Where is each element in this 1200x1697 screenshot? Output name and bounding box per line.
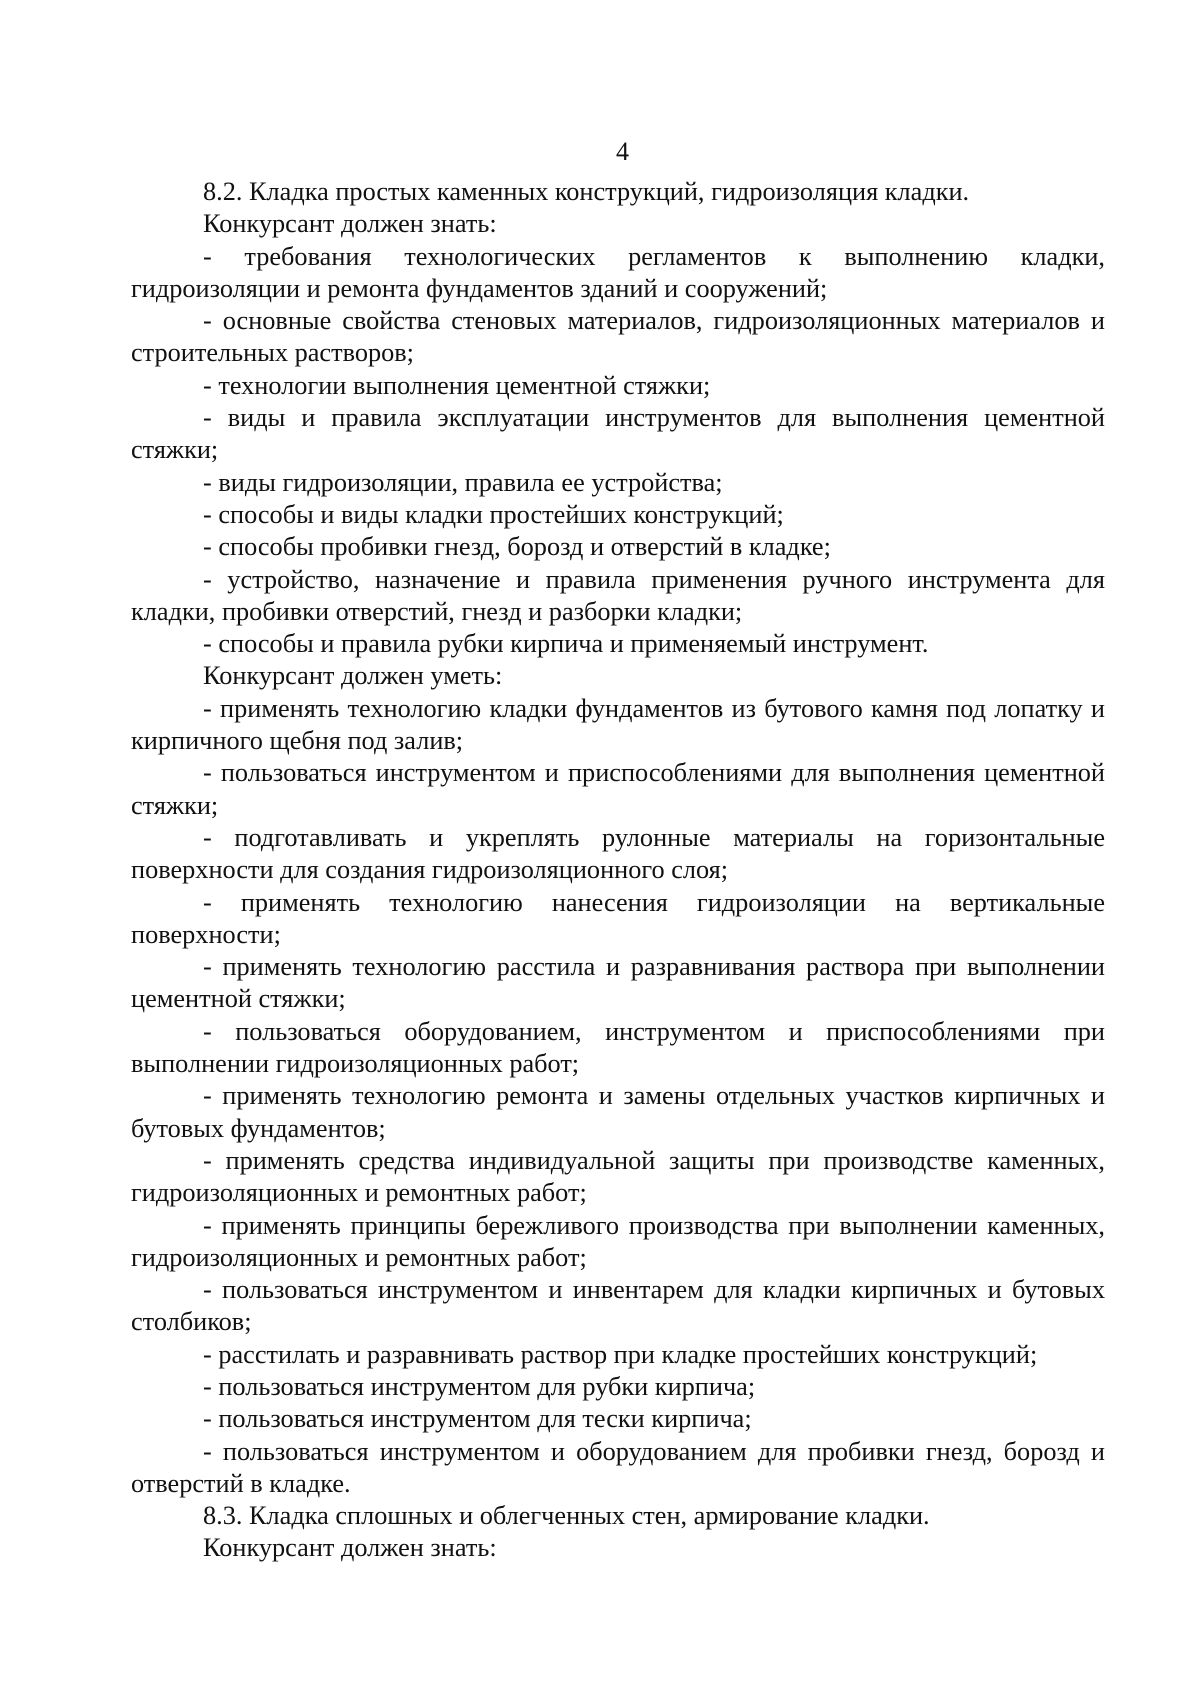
- paragraph: - пользоваться инструментом и оборудованием для пробивки гнезд, борозд и отверстий в кладке.: [131, 1436, 1105, 1498]
- page-number: 4: [616, 137, 629, 166]
- paragraph: - способы пробивки гнезд, борозд и отверстий в кладке;: [203, 532, 831, 562]
- paragraph: - виды и правила эксплуатации инструментов для выполнения цементной стяжки;: [131, 403, 1105, 465]
- paragraph: - устройство, назначение и правила применения ручного инструмента для кладки, пробивки отверстий, гнезд и разборки кладки;: [131, 564, 1105, 626]
- paragraph: - применять технологию кладки фундаментов из бутового камня под лопатку и кирпичного щебня под залив;: [131, 693, 1105, 756]
- paragraph: - основные свойства стеновых материалов, гидроизоляционных материалов и строительных растворов;: [131, 306, 1105, 368]
- paragraph: - технологии выполнения цементной стяжки;: [203, 370, 711, 400]
- paragraph: - подготавливать и укреплять рулонные материалы на горизонтальные поверхности для создания гидроизоляционного слоя;: [131, 822, 1105, 885]
- paragraph: - применять технологию ремонта и замены отдельных участков кирпичных и бутовых фундаментов;: [131, 1081, 1105, 1143]
- paragraph: - применять технологию нанесения гидроизоляции на вертикальные поверхности;: [131, 887, 1105, 949]
- paragraph: - расстилать и разравнивать раствор при кладке простейших конструкций;: [203, 1339, 1038, 1369]
- paragraph: - способы и виды кладки простейших конструкций;: [203, 499, 784, 529]
- paragraph: - пользоваться инструментом и инвентарем для кладки кирпичных и бутовых столбиков;: [131, 1275, 1105, 1337]
- paragraph: - пользоваться инструментом и приспособлениями для выполнения цементной стяжки;: [131, 758, 1105, 820]
- paragraph: Конкурсант должен уметь:: [203, 661, 503, 691]
- paragraph: 8.2. Кладка простых каменных конструкций, гидроизоляция кладки.: [203, 177, 970, 206]
- paragraph: - пользоваться инструментом для рубки кирпича;: [203, 1371, 756, 1401]
- document-body: [131, 176, 1105, 1565]
- paragraph: - применять технологию расстила и разравнивания раствора при выполнении цементной стяжки;: [131, 952, 1105, 1014]
- paragraph: - виды гидроизоляции, правила ее устройства;: [203, 467, 723, 497]
- paragraph: - пользоваться оборудованием, инструментом и приспособлениями при выполнении гидроизоляционных работ;: [131, 1016, 1105, 1079]
- paragraph: Конкурсант должен знать:: [203, 1533, 497, 1563]
- paragraph: - требования технологических регламентов к выполнению кладки, гидроизоляции и ремонта фундаментов зданий и сооружений;: [131, 241, 1105, 303]
- paragraph: 8.3. Кладка сплошных и облегченных стен, армирование кладки.: [203, 1501, 930, 1531]
- paragraph: - применять средства индивидуальной защиты при производстве каменных, гидроизоляционных и ремонтных работ;: [131, 1145, 1105, 1208]
- paragraph: - применять принципы бережливого производства при выполнении каменных, гидроизоляционных и ремонтных работ;: [131, 1210, 1105, 1272]
- paragraph: - способы и правила рубки кирпича и применяемый инструмент.: [203, 629, 929, 659]
- paragraph: Конкурсант должен знать:: [203, 209, 497, 239]
- paragraph: - пользоваться инструментом для тески кирпича;: [203, 1404, 752, 1434]
